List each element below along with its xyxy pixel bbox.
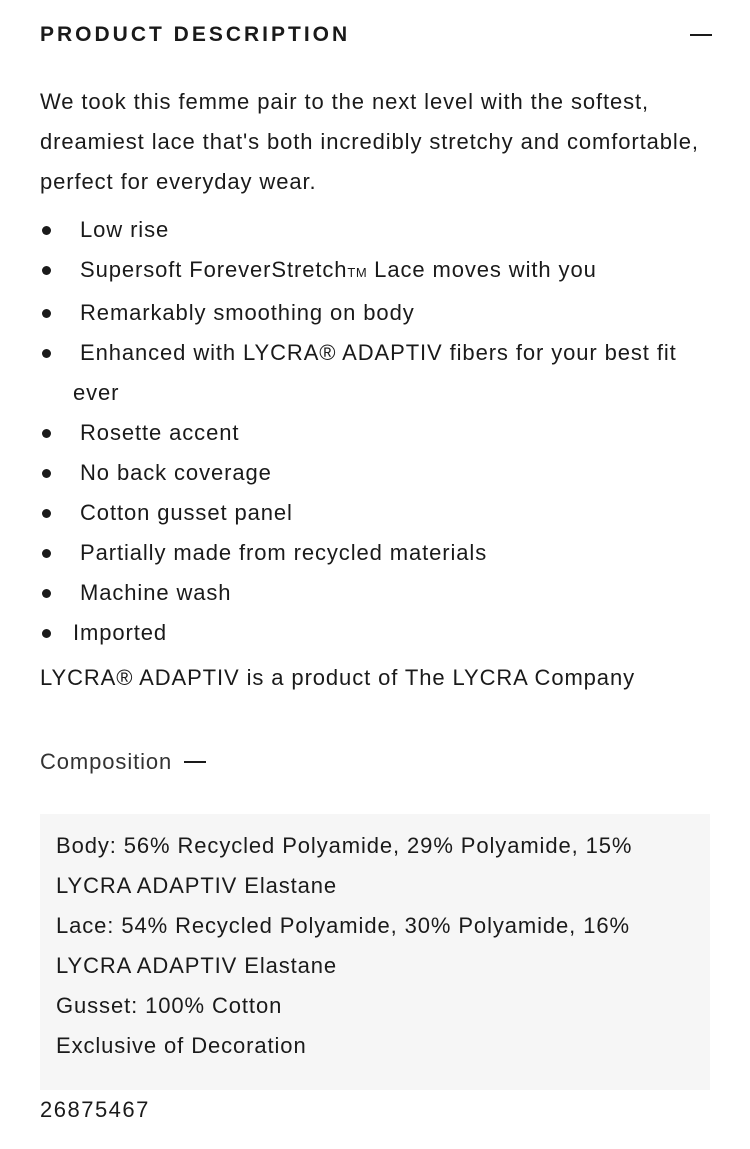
bullet-icon — [42, 509, 51, 518]
bullet-icon — [42, 469, 51, 478]
bullet-icon — [42, 309, 51, 318]
list-item: No back coverage — [40, 453, 720, 493]
bullet-icon — [42, 349, 51, 358]
composition-line: Lace: 54% Recycled Polyamide, 30% Polyamide, 16% LYCRA ADAPTIV Elastane — [56, 913, 630, 978]
list-item: Rosette accent — [40, 413, 720, 453]
list-item: Low rise — [40, 210, 720, 250]
list-item: Machine wash — [40, 573, 720, 613]
trademark-mark: TM — [347, 265, 368, 280]
bullet-icon — [42, 266, 51, 275]
minus-icon — [184, 761, 206, 763]
composition-panel — [40, 814, 710, 1090]
product-description-text: We took this femme pair to the next level with the softest, dreamiest lace that's both incredibly stretchy and comfortable, perfect for everyday wear. — [40, 89, 699, 194]
lycra-disclaimer: LYCRA® ADAPTIV is a product of The LYCRA Company — [40, 665, 635, 690]
composition-line: Exclusive of Decoration — [56, 1033, 307, 1058]
bullet-icon — [42, 589, 51, 598]
list-item: Supersoft ForeverStretchTM Lace moves with you — [40, 250, 720, 293]
composition-line: Gusset: 100% Cotton — [56, 993, 283, 1018]
bullet-icon — [42, 629, 51, 638]
section-title: PRODUCT DESCRIPTION — [40, 23, 351, 46]
bullet-icon — [42, 429, 51, 438]
product-sku: 26875467 — [40, 1097, 150, 1122]
bullet-icon — [42, 226, 51, 235]
minus-icon[interactable] — [688, 22, 714, 48]
bullet-icon — [42, 549, 51, 558]
product-description-header[interactable] — [40, 14, 710, 56]
feature-list — [40, 210, 720, 653]
composition-toggle[interactable] — [40, 742, 206, 782]
composition-line: Body: 56% Recycled Polyamide, 29% Polyamide, 15% LYCRA ADAPTIV Elastane — [56, 833, 633, 898]
list-item: Cotton gusset panel — [40, 493, 720, 533]
list-item: Remarkably smoothing on body — [40, 293, 720, 333]
composition-label: Composition — [40, 749, 173, 774]
list-item: Partially made from recycled materials — [40, 533, 720, 573]
list-item: Imported — [40, 613, 720, 653]
list-item: Enhanced with LYCRA® ADAPTIV fibers for your best fit ever — [40, 333, 720, 413]
